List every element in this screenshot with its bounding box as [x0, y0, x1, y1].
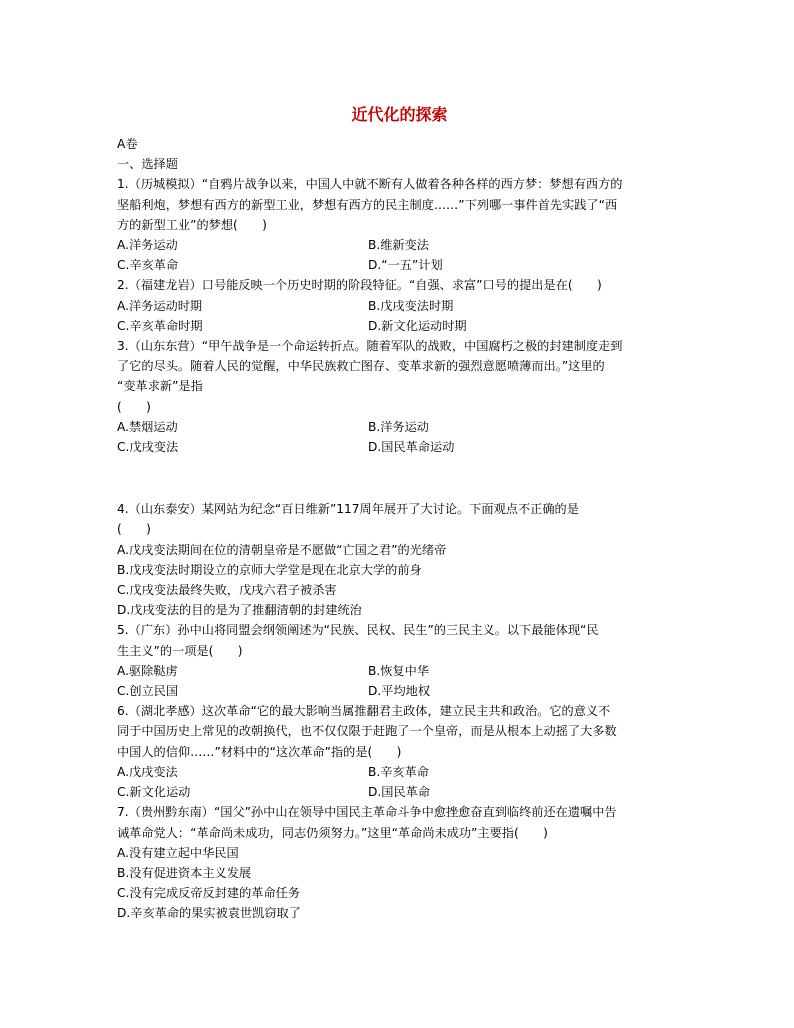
- option-d[interactable]: D.国民革命运动: [368, 440, 455, 455]
- question-text-line: 3.（山东东营）“甲午战争是一个命运转折点。随着军队的战败，中国腐朽之极的封建制度走到: [117, 339, 623, 354]
- option-c[interactable]: C.辛亥革命: [117, 258, 179, 273]
- question-text-line: 方的新型工业”的梦想( ): [117, 217, 267, 232]
- question-text-line: 1.（历城模拟）“自鸦片战争以来，中国人中就不断有人做着各种各样的西方梦：梦想有西方的: [117, 177, 623, 192]
- option-a[interactable]: A.戊戌变法期间在位的清朝皇帝是不愿做“亡国之君”的光绪帝: [117, 542, 447, 557]
- answer-options: [117, 417, 682, 457]
- question-5: [117, 620, 682, 701]
- answer-options: [117, 235, 682, 275]
- section-label: A卷: [117, 137, 138, 151]
- option-d[interactable]: D.“一五”计划: [368, 258, 443, 273]
- question-4: [117, 499, 682, 620]
- option-d[interactable]: D.国民革命: [368, 785, 431, 800]
- question-text-line: 4.（山东泰安）某网站为纪念“百日维新”117周年展开了大讨论。下面观点不正确的是: [117, 502, 579, 517]
- option-b[interactable]: B.辛亥革命: [368, 764, 429, 779]
- question-text-line: 5.（广东）孙中山将同盟会纲领阐述为“民族、民权、民生”的三民主义。以下最能体现“民: [117, 623, 599, 638]
- question-text-line: 中国人的信仰……”材料中的“这次革命”指的是( ): [117, 744, 402, 759]
- option-c[interactable]: C.戊戌变法: [117, 440, 179, 455]
- answer-options: [117, 762, 682, 802]
- question-3: [117, 336, 682, 457]
- option-a[interactable]: A.戊戌变法: [117, 764, 178, 779]
- option-b[interactable]: B.没有促进资本主义发展: [117, 865, 252, 880]
- option-d[interactable]: D.辛亥革命的果实被袁世凯窃取了: [117, 906, 301, 921]
- question-text-line: 同于中国历史上常见的改朝换代，也不仅仅限于赶跑了一个皇帝，而是从根本上动摇了大多数: [117, 724, 617, 739]
- option-b[interactable]: B.恢复中华: [368, 663, 429, 678]
- option-a[interactable]: A.没有建立起中华民国: [117, 845, 239, 860]
- answer-options: [117, 661, 682, 701]
- option-c[interactable]: C.新文化运动: [117, 785, 191, 800]
- option-c[interactable]: C.戊戌变法最终失败，戊戌六君子被杀害: [117, 583, 337, 598]
- question-text-line: 2.（福建龙岩）口号能反映一个历史时期的阶段特征。“自强、求富”口号的提出是在( ): [117, 278, 602, 293]
- question-text-line: 生主义”的一项是( ): [117, 643, 243, 658]
- option-d[interactable]: D.平均地权: [368, 684, 431, 699]
- option-d[interactable]: D.新文化运动时期: [368, 318, 467, 333]
- question-2: [117, 275, 682, 336]
- question-text-line: 7.（贵州黔东南）“国父”孙中山在领导中国民主革命斗争中愈挫愈奋直到临终前还在遗嘱中告: [117, 805, 617, 820]
- question-text-line: 坚船利炮，梦想有西方的新型工业，梦想有西方的民主制度……”下列哪一事件首先实践了“西: [117, 197, 618, 212]
- option-c[interactable]: C.没有完成反帝反封建的革命任务: [117, 886, 301, 901]
- question-7: [117, 802, 682, 923]
- option-b[interactable]: B.维新变法: [368, 238, 429, 253]
- option-b[interactable]: B.洋务运动: [368, 419, 429, 434]
- option-b[interactable]: B.戊戌变法时期: [368, 298, 454, 313]
- spacer: [117, 457, 682, 499]
- question-text-line: “变革求新”是指: [117, 379, 203, 394]
- option-a[interactable]: A.洋务运动: [117, 238, 178, 253]
- question-6: [117, 701, 682, 802]
- option-c[interactable]: C.创立民国: [117, 684, 179, 699]
- document-title: 近代化的探索: [351, 105, 448, 124]
- option-d[interactable]: D.戊戌变法的目的是为了推翻清朝的封建统治: [117, 603, 362, 618]
- question-1: [117, 174, 682, 275]
- option-a[interactable]: A.驱除鞑虏: [117, 663, 178, 678]
- document-page: [117, 100, 682, 924]
- part-heading: 一、选择题: [117, 157, 178, 172]
- option-a[interactable]: A.禁烟运动: [117, 419, 178, 434]
- question-text-line: 诫革命党人：“革命尚未成功，同志仍须努力。”这里“革命尚未成功”主要指( ): [117, 825, 548, 840]
- option-a[interactable]: A.洋务运动时期: [117, 298, 203, 313]
- answer-options: [117, 296, 682, 336]
- question-text-line: 6.（湖北孝感）这次革命“它的最大影响当属推翻君主政体，建立民主共和政治。它的意义不: [117, 704, 611, 719]
- question-text-line: ( ): [117, 399, 151, 414]
- option-c[interactable]: C.辛亥革命时期: [117, 318, 203, 333]
- question-text-line: 了它的尽头。随着人民的觉醒，中华民族救亡图存、变革求新的强烈意愿喷薄而出。”这里的: [117, 359, 605, 374]
- question-text-line: ( ): [117, 522, 151, 537]
- option-b[interactable]: B.戊戌变法时期设立的京师大学堂是现在北京大学的前身: [117, 562, 422, 577]
